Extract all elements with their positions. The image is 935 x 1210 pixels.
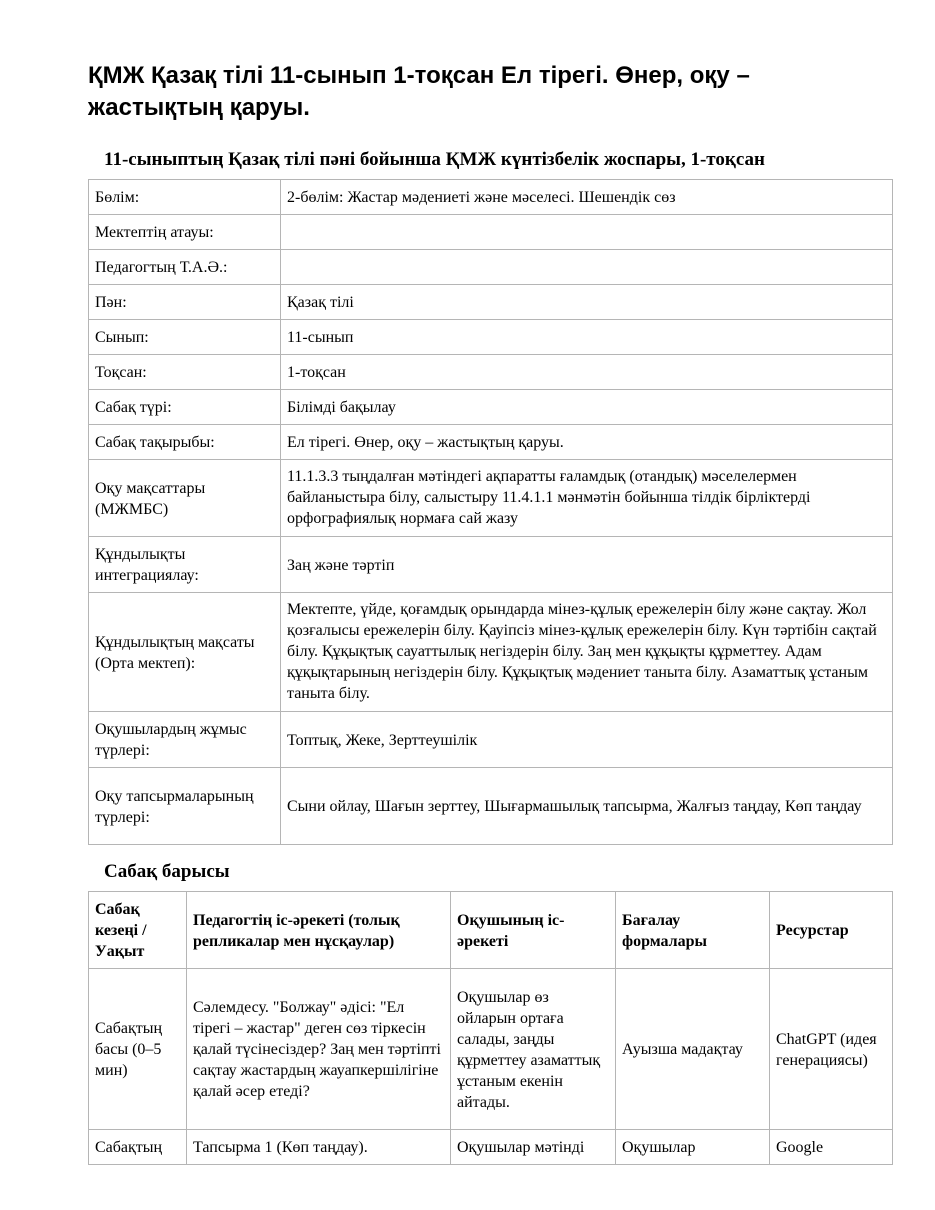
info-key: Құндылықтың мақсаты (Орта мектеп):	[89, 593, 281, 712]
info-row-school	[89, 215, 893, 250]
table-row	[89, 1130, 893, 1165]
info-value: Сыни ойлау, Шағын зерттеу, Шығармашылық тапсырма, Жалғыз таңдау, Көп таңдау	[281, 768, 893, 845]
info-value: Ел тірегі. Өнер, оқу – жастықтың қаруы.	[281, 425, 893, 460]
column-header-resources: Ресурстар	[770, 892, 893, 969]
info-value: Топтық, Жеке, Зерттеушілік	[281, 712, 893, 768]
info-key: Оқу мақсаттары (МЖМБС)	[89, 460, 281, 537]
info-key: Оқу тапсырмаларының түрлері:	[89, 768, 281, 845]
info-key: Сабақ тақырыбы:	[89, 425, 281, 460]
info-row-lesson-type	[89, 390, 893, 425]
document-title: ҚМЖ Қазақ тілі 11-сынып 1-тоқсан Ел тірегі. Өнер, оқу – жастықтың қаруы.	[88, 62, 750, 121]
info-row-lesson-topic	[89, 425, 893, 460]
assessment-cell: Ауызша мадақтау	[616, 969, 770, 1130]
info-value: Мектепте, үйде, қоғамдық орындарда мінез-құлық ережелерін білу және сақтау. Жол қозғалысы ережелерін білу. Қауіпсіз мінез-құлық ережелерін білу. Күн тәртібін сақтай білу. Құқықтық сауаттылық негіздерін білу. Заң мен құқықты құрметтеу. Адам құқықтарының негіздерін білу. Құқықтық мәдениет таныта білу. Азаматтық ұстаным таныта білу.	[281, 593, 893, 712]
info-key: Құндылықты интеграциялау:	[89, 537, 281, 593]
info-key: Бөлім:	[89, 180, 281, 215]
info-key: Сабақ түрі:	[89, 390, 281, 425]
column-header-teacher: Педагогтің іс-әрекеті (толық репликалар мен нұсқаулар)	[187, 892, 451, 969]
info-row-section	[89, 180, 893, 215]
info-value: 11-сынып	[281, 320, 893, 355]
info-key: Оқушылардың жұмыс түрлері:	[89, 712, 281, 768]
info-key: Педагогтың Т.А.Ә.:	[89, 250, 281, 285]
info-value	[281, 215, 893, 250]
info-key: Мектептің атауы:	[89, 215, 281, 250]
teacher-cell: Тапсырма 1 (Көп таңдау).	[187, 1130, 451, 1165]
lesson-info-table	[88, 179, 893, 845]
info-row-subject	[89, 285, 893, 320]
info-value: Заң және тәртіп	[281, 537, 893, 593]
info-row-work-types	[89, 712, 893, 768]
teacher-cell: Сәлемдесу. "Болжау" әдісі: "Ел тірегі – жастар" деген сөз тіркесін қалай түсінесіздер? Заң мен тәртіпті сақтау жастардың жауапкершілігіне қалай әсер етеді?	[187, 969, 451, 1130]
info-key: Сынып:	[89, 320, 281, 355]
info-value: 11.1.3.3 тыңдалған мәтіндегі ақпаратты ғаламдық (отандық) мәселелермен байланыстыра білу, салыстыру 11.4.1.1 мәнмәтін бойынша тілдік бірліктерді орфографиялық нормаға сай жазу	[281, 460, 893, 537]
lesson-header-row	[89, 892, 893, 969]
stage-cell: Сабақтың	[89, 1130, 187, 1165]
info-row-quarter	[89, 355, 893, 390]
lesson-flow-table	[88, 891, 893, 1165]
table-row	[89, 969, 893, 1130]
info-row-value-integration	[89, 537, 893, 593]
student-cell: Оқушылар мәтінді	[451, 1130, 616, 1165]
info-value: Білімді бақылау	[281, 390, 893, 425]
info-value: Қазақ тілі	[281, 285, 893, 320]
info-key: Тоқсан:	[89, 355, 281, 390]
info-row-task-types	[89, 768, 893, 845]
info-value: 2-бөлім: Жастар мәдениеті және мәселесі. Шешендік сөз	[281, 180, 893, 215]
assessment-cell: Оқушылар	[616, 1130, 770, 1165]
info-row-teacher	[89, 250, 893, 285]
column-header-stage: Сабақ кезеңі / Уақыт	[89, 892, 187, 969]
info-row-value-goal	[89, 593, 893, 712]
info-row-grade	[89, 320, 893, 355]
info-value	[281, 250, 893, 285]
info-row-objectives	[89, 460, 893, 537]
resources-cell: Google	[770, 1130, 893, 1165]
student-cell: Оқушылар өз ойларын ортаға салады, заңды құрметтеу азаматтық ұстаным екенін айтады.	[451, 969, 616, 1130]
column-header-student: Оқушының іс-әрекеті	[451, 892, 616, 969]
info-key: Пән:	[89, 285, 281, 320]
plan-heading: 11-сыныптың Қазақ тілі пәні бойынша ҚМЖ күнтізбелік жоспары, 1-тоқсан	[104, 149, 765, 170]
stage-cell: Сабақтың басы (0–5 мин)	[89, 969, 187, 1130]
column-header-assessment: Бағалау формалары	[616, 892, 770, 969]
lesson-heading: Сабақ барысы	[104, 861, 230, 882]
info-value: 1-тоқсан	[281, 355, 893, 390]
resources-cell: ChatGPT (идея генерациясы)	[770, 969, 893, 1130]
